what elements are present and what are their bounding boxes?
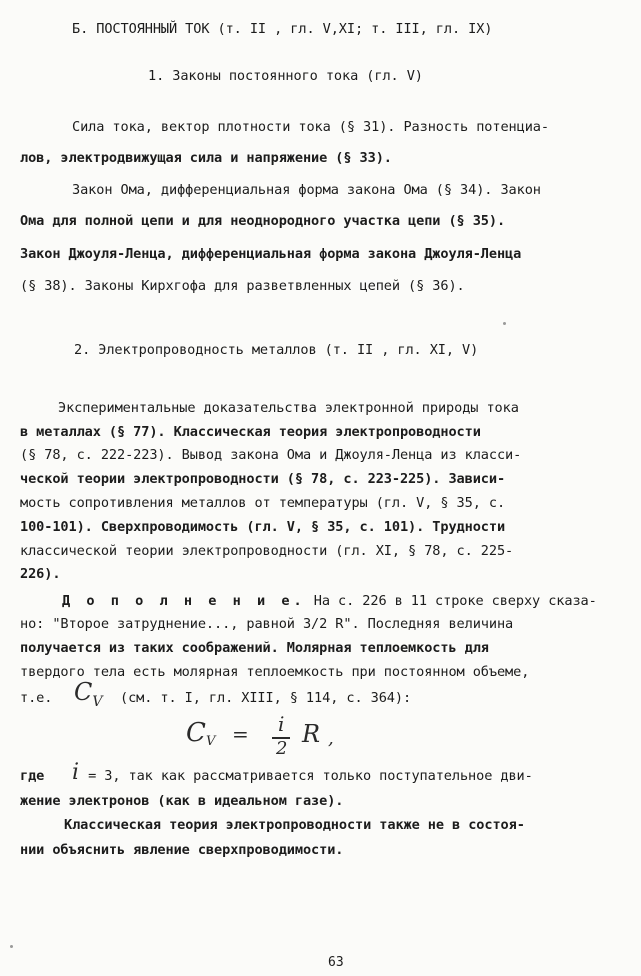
paragraph-3-line: (§ 78, с. 222-223). Вывод закона Ома и Джоуля-Ленца из класси- (20, 447, 522, 463)
paragraph-4-first-line (62, 592, 597, 610)
paragraph-3-line: 226). (20, 566, 61, 582)
formula-lhs: C (186, 718, 206, 748)
paragraph-3-line: мость сопротивления металлов от температуры (гл. V, § 35, с. (20, 495, 506, 511)
paragraph-5-line: жение электронов (как в идеальном газе). (20, 793, 344, 809)
paragraph-1-line: Сила тока, вектор плотности тока (§ 31). Разность потенциа- (72, 119, 549, 135)
paragraph-2-line: Закон Ома, дифференциальная форма закона Ома (§ 34). Закон (72, 182, 541, 198)
subsection-title-2: 2. Электропроводность металлов (т. II , гл. XI, V) (74, 342, 479, 358)
paragraph-3-line: 100-101). Сверхпроводимость (гл. V, § 35, с. 101). Трудности (20, 519, 506, 535)
formula-denominator: 2 (276, 738, 288, 759)
paragraph-4-line: но: "Второе затруднение..., равной 3/2 R". Последняя величина (20, 616, 514, 632)
paragraph-1-line: лов, электродвижущая сила и напряжение (§ 33). (20, 150, 392, 166)
paragraph-4-line: твердого тела есть молярная теплоемкость при постоянном объеме, (20, 664, 530, 680)
paragraph-6-line: Классическая теория электропроводности также не в состоя- (64, 817, 525, 833)
heat-capacity-symbol: $C_V$ (74, 678, 103, 710)
formula-comma: , (328, 728, 334, 749)
paragraph-3-line: ческой теории электропроводности (§ 78, с. 223-225). Зависи- (20, 471, 506, 487)
page-number: 63 (328, 955, 344, 970)
paragraph-4-te-rest: (см. т. I, гл. XIII, § 114, с. 364): (120, 690, 412, 706)
paragraph-5-line: = 3, так как рассматривается только поступательное дви- (80, 768, 533, 784)
section-title: Б. ПОСТОЯННЫЙ ТОК (т. II , гл. V,XI; т. III, гл. IX) (72, 21, 493, 37)
formula-r: R (302, 720, 321, 748)
paragraph-5-prefix: где (20, 768, 45, 784)
scan-speck (503, 322, 506, 325)
paragraph-4-te-prefix: т.е. (20, 690, 53, 706)
paragraph-2-line: Закон Джоуля-Ленца, дифференциальная форма закона Джоуля-Ленца (20, 246, 522, 262)
paragraph-3-line: Экспериментальные доказательства электронной природы тока (58, 400, 519, 416)
formula-lhs-subscript: V (206, 734, 216, 749)
subsection-title-1: 1. Законы постоянного тока (гл. V) (148, 68, 423, 84)
paragraph-3-line: в металлах (§ 77). Классическая теория электропроводности (20, 424, 481, 440)
formula-equals: = (232, 722, 249, 746)
paragraph-2-line: Ома для полной цепи и для неоднородного участка цепи (§ 35). (20, 213, 506, 229)
paragraph-6-line: нии объяснить явление сверхпроводимости. (20, 842, 344, 858)
scan-speck (10, 945, 13, 948)
paragraph-2-line: (§ 38). Законы Кирхгофа для разветвленных цепей (§ 36). (20, 278, 465, 294)
formula (186, 712, 346, 766)
paragraph-4-text: На с. 226 в 11 строке сверху сказа- (305, 593, 597, 609)
supplement-heading: Д о п о л н е н и е. (62, 593, 306, 609)
paragraph-3-line: классической теории электропроводности (гл. XI, § 78, с. 225- (20, 543, 514, 559)
formula-numerator: i (278, 712, 285, 736)
paragraph-4-line: получается из таких соображений. Молярная теплоемкость для (20, 640, 489, 656)
degrees-of-freedom-symbol: i (72, 760, 80, 785)
